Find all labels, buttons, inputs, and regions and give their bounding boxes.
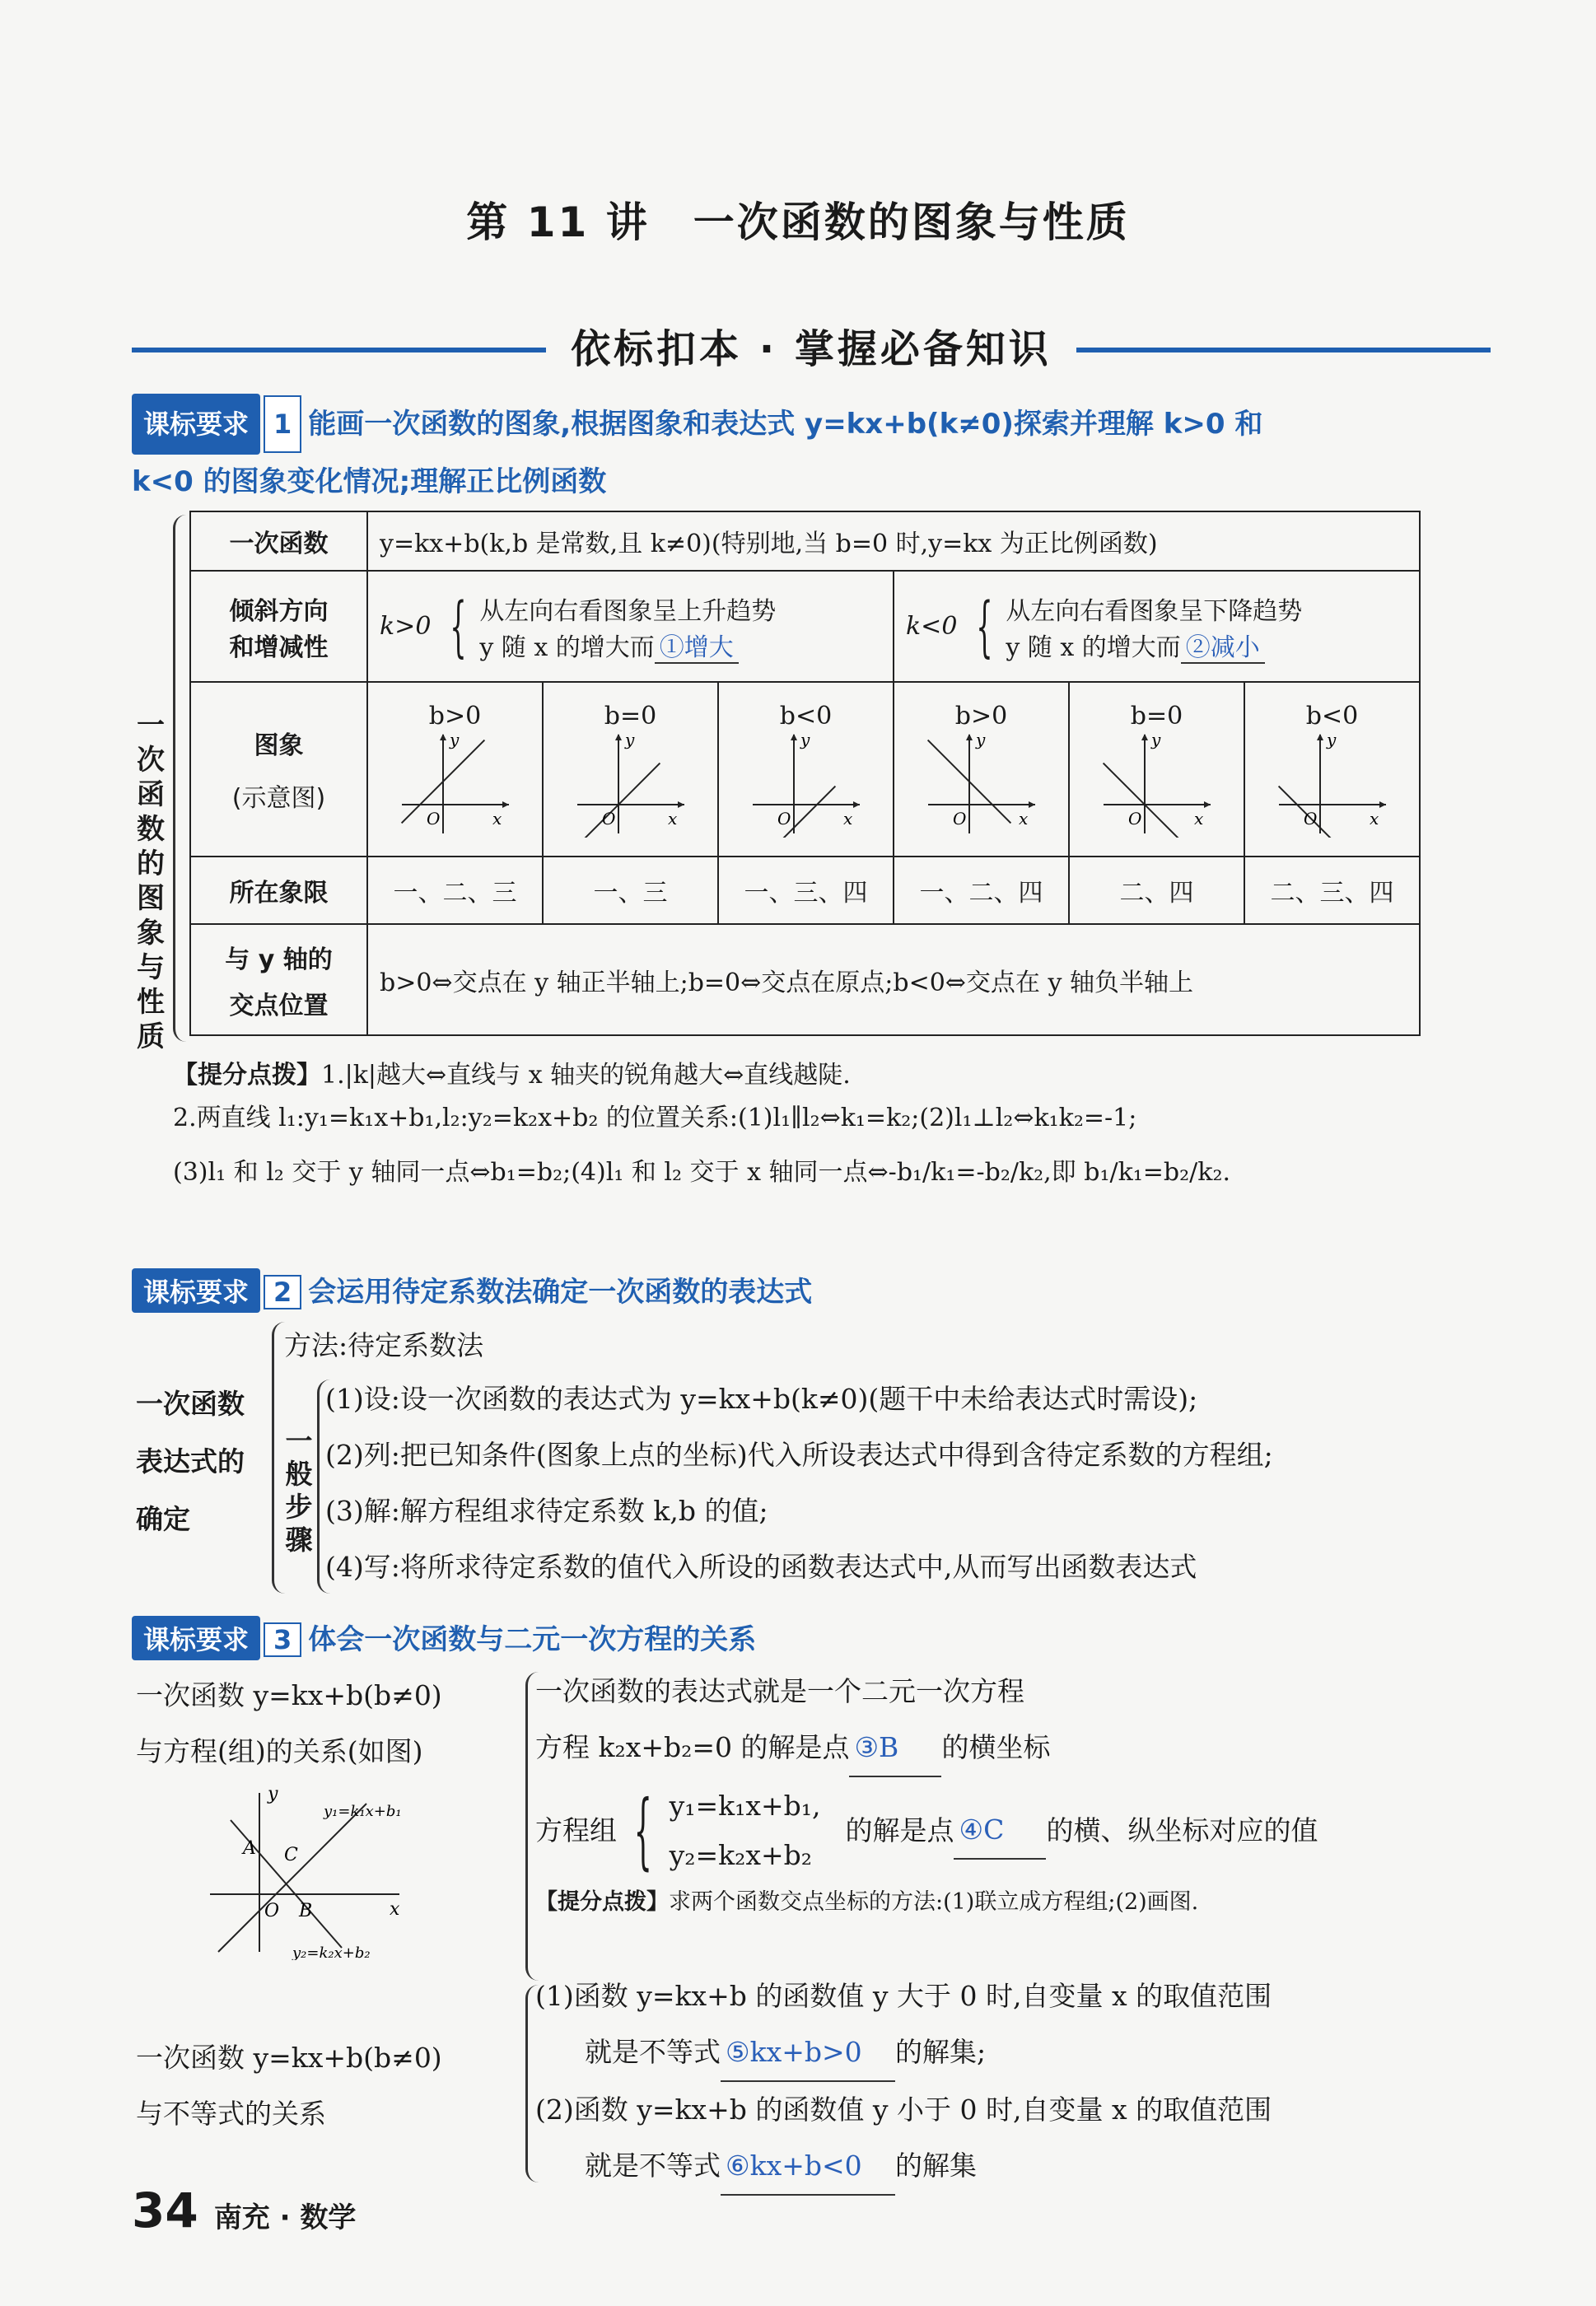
increasing-line1: 从左向右看图象呈上升趋势 <box>479 596 777 626</box>
page-number: 34 <box>132 2182 198 2238</box>
tips-block-1 <box>173 1054 1458 1194</box>
line-graph <box>1271 731 1394 838</box>
row-head: 一次函数 <box>190 511 367 571</box>
sec4-label <box>136 2030 531 2142</box>
sec2-label-line: 表达式的 <box>136 1445 245 1477</box>
brace-glyph: { <box>633 1782 652 1879</box>
req-tag: 课标要求 <box>132 1616 260 1660</box>
axis-label-y: y <box>975 730 985 749</box>
quadrant-cell: 一、三、四 <box>718 857 894 924</box>
footer-text: 南充 · 数学 <box>213 2201 357 2234</box>
sec4-line: (1)函数 y=kx+b 的函数值 y 大于 0 时,自变量 x 的取值范围 <box>535 1980 1272 2012</box>
x-axis-arrow <box>1204 801 1211 808</box>
condition-k-negative: k<0 <box>906 612 958 641</box>
fig-origin: O <box>264 1901 280 1921</box>
axis-label-y: y <box>1326 730 1336 749</box>
step-item: (3)解:解方程组求待定系数 k,b 的值; <box>325 1495 768 1527</box>
answer-1: ①增大 <box>655 633 739 664</box>
decreasing-line1: 从左向右看图象呈下降趋势 <box>1006 596 1303 626</box>
axis-label-x: x <box>1369 808 1379 829</box>
table-row <box>190 571 1420 682</box>
sec2-label <box>136 1375 276 1548</box>
decreasing-cell <box>894 571 1420 682</box>
req-text: 会运用待定系数法确定一次函数的表达式 <box>308 1276 813 1309</box>
row-head: 所在象限 <box>190 857 367 924</box>
x-axis-arrow <box>1379 801 1386 808</box>
fig-point-A: A <box>243 1838 256 1859</box>
row-head: 交点位置 <box>229 991 329 1020</box>
answer-3: ③B <box>849 1720 941 1777</box>
table-row <box>190 857 1420 924</box>
fig-label-y: y <box>268 1784 278 1804</box>
quadrant-cell: 二、四 <box>1069 857 1244 924</box>
axis-label-y: y <box>449 730 459 749</box>
tip-line: 求两个函数交点坐标的方法:(1)联立成方程组;(2)画图. <box>669 1889 1199 1915</box>
line-graph <box>394 731 517 838</box>
axis-label-x: x <box>1193 808 1203 829</box>
req-text-line2: k<0 的图象变化情况;理解正比例函数 <box>132 465 607 498</box>
sec2-label-line: 一次函数 <box>136 1388 245 1420</box>
line-graph <box>1095 731 1219 838</box>
row-head: 和增减性 <box>229 633 329 662</box>
sec3-line: 方程 k₂x+b₂=0 的解是点 <box>535 1731 850 1763</box>
side-label: 一次函数的图象与性质 <box>137 709 165 1053</box>
x-axis-arrow <box>678 801 684 808</box>
graph-cell <box>894 682 1069 857</box>
intersection-figure <box>202 1783 408 1960</box>
line-y1 <box>218 1804 366 1952</box>
tips-label: 【提分点拨】 <box>173 1061 321 1090</box>
x-axis-arrow <box>502 801 509 808</box>
steps-list <box>325 1371 1478 1595</box>
fig-label-x: x <box>390 1899 400 1920</box>
sec4-line: 就是不等式 <box>585 2150 721 2182</box>
sec2-label-line: 确定 <box>136 1503 190 1535</box>
axis-label-y: y <box>624 730 634 749</box>
axis-label-x: x <box>667 808 677 829</box>
row-head: 与 y 轴的 <box>225 945 333 974</box>
sec4-line: 的解集; <box>895 2036 987 2068</box>
graph-label: b>0 <box>428 701 482 731</box>
req-text-line1: 能画一次函数的图象,根据图象和表达式 y=kx+b(k≠0)探索并理解 k>0 和 <box>308 408 1263 441</box>
steps-label: 一般步骤 <box>285 1425 313 1556</box>
sec3-label-line: 与方程(组)的关系(如图) <box>136 1735 423 1767</box>
decreasing-line2: y 随 x 的增大而 <box>1006 633 1181 662</box>
brace-glyph: { <box>450 587 468 665</box>
quadrant-cell: 一、二、四 <box>894 857 1069 924</box>
line-graph <box>744 731 868 838</box>
row-body: y=kx+b(k,b 是常数,且 k≠0)(特别地,当 b=0 时,y=kx 为正比例函数) <box>367 511 1420 571</box>
axis-label-x: x <box>1018 808 1028 829</box>
graph-label: b<0 <box>1305 701 1359 731</box>
graph-label: b=0 <box>1130 701 1183 731</box>
req-number: 2 <box>264 1275 301 1309</box>
sec3-line: 一次函数的表达式就是一个二元一次方程 <box>535 1675 1024 1707</box>
properties-table <box>189 511 1421 1036</box>
axis-label-origin: O <box>777 808 791 829</box>
graph-cell <box>543 682 718 857</box>
axis-label-origin: O <box>1127 808 1141 829</box>
tips-label: 【提分点拨】 <box>535 1889 669 1915</box>
quadrant-cell: 一、二、三 <box>367 857 543 924</box>
footer <box>132 2182 356 2238</box>
quadrant-cell: 一、三 <box>543 857 718 924</box>
sec4-line: (2)函数 y=kx+b 的函数值 y 小于 0 时,自变量 x 的取值范围 <box>535 2094 1272 2126</box>
fig-label-line1: y₁=k₁x+b₁ <box>324 1803 402 1820</box>
quadrant-cell: 二、三、四 <box>1244 857 1420 924</box>
requirement-2 <box>132 1268 812 1313</box>
requirement-1 <box>132 394 1491 509</box>
system-eq1: y₁=k₁x+b₁, <box>669 1790 821 1822</box>
fig-point-B: B <box>299 1901 313 1921</box>
fig-label-line2: y₂=k₂x+b₂ <box>292 1944 371 1960</box>
axis-label-origin: O <box>426 808 440 829</box>
system-eq2: y₂=k₂x+b₂ <box>669 1839 812 1871</box>
req-number: 1 <box>264 395 301 453</box>
graph-label: b<0 <box>779 701 833 731</box>
sec3-line: 的解是点 <box>845 1814 954 1846</box>
requirement-3 <box>132 1616 756 1660</box>
sec4-line: 的解集 <box>895 2150 977 2182</box>
row-head: (示意图) <box>231 784 326 813</box>
increasing-line2: y 随 x 的增大而 <box>479 633 655 662</box>
axis-label-x: x <box>842 808 852 829</box>
table-row <box>190 924 1420 1035</box>
graph-label: b>0 <box>954 701 1008 731</box>
y-axis-arrow <box>1141 734 1148 740</box>
axis-label-x: x <box>492 808 502 829</box>
page-title: 第 11 讲 一次函数的图象与性质 <box>466 198 1130 246</box>
fig-point-C: C <box>284 1845 298 1865</box>
axis-label-y: y <box>1150 730 1160 749</box>
req-number: 3 <box>264 1622 301 1657</box>
graph-cell <box>1069 682 1244 857</box>
sec2-method: 方法:待定系数法 <box>284 1329 484 1361</box>
sec3-label-line: 一次函数 y=kx+b(b≠0) <box>136 1679 442 1711</box>
line-graph <box>569 731 693 838</box>
sec3-body <box>535 1664 1482 1921</box>
req-tag: 课标要求 <box>132 1268 260 1313</box>
tip-line: 2.两直线 l₁:y₁=k₁x+b₁,l₂:y₂=k₂x+b₂ 的位置关系:(1)l₁∥l₂⇔k₁=k₂;(2)l₁⊥l₂⇔k₁k₂=-1; <box>173 1104 1137 1132</box>
y-axis-arrow <box>615 734 622 740</box>
sec3-line: 的横坐标 <box>941 1731 1051 1763</box>
section-banner <box>132 317 1491 375</box>
x-axis-arrow <box>853 801 860 808</box>
tip-line: (3)l₁ 和 l₂ 交于 y 轴同一点⇔b₁=b₂;(4)l₁ 和 l₂ 交于 x 轴同一点⇔-b₁/k₁=-b₂/k₂,即 b₁/k₁=b₂/k₂. <box>173 1158 1231 1187</box>
y-axis-arrow <box>440 734 446 740</box>
req-text: 体会一次函数与二元一次方程的关系 <box>308 1623 757 1656</box>
tip-line: 1.|k|越大⇔直线与 x 轴夹的锐角越大⇔直线越陡. <box>321 1061 851 1090</box>
answer-2: ②减小 <box>1181 633 1265 664</box>
sec3-line: 的横、纵坐标对应的值 <box>1046 1814 1318 1846</box>
table-row <box>190 682 1420 857</box>
line-graph <box>920 731 1043 838</box>
step-item: (2)列:把已知条件(图象上点的坐标)代入所设表达式中得到含待定系数的方程组; <box>325 1439 1273 1471</box>
banner-text: 依标扣本 · 掌握必备知识 <box>546 326 1076 372</box>
answer-5: ⑤kx+b>0 <box>721 2024 895 2082</box>
condition-k-positive: k>0 <box>380 612 432 641</box>
axis-label-origin: O <box>601 808 615 829</box>
row-body: b>0⇔交点在 y 轴正半轴上;b=0⇔交点在原点;b<0⇔交点在 y 轴负半轴上 <box>367 924 1420 1035</box>
y-axis-arrow <box>1317 734 1323 740</box>
y-axis-arrow <box>966 734 973 740</box>
axis-label-origin: O <box>1303 808 1317 829</box>
system-label: 方程组 <box>535 1814 617 1846</box>
axis-label-y: y <box>800 730 810 749</box>
table-row <box>190 511 1420 571</box>
sec4-label-line: 一次函数 y=kx+b(b≠0) <box>136 2042 442 2074</box>
answer-4: ④C <box>954 1802 1046 1860</box>
row-head: 倾斜方向 <box>229 596 329 626</box>
axis-label-origin: O <box>952 808 966 829</box>
sec4-body <box>535 1968 1482 2196</box>
step-item: (1)设:设一次函数的表达式为 y=kx+b(k≠0)(题干中未给表达式时需设); <box>325 1383 1198 1415</box>
graph-cell <box>1244 682 1420 857</box>
increasing-cell <box>367 571 894 682</box>
graph-label: b=0 <box>604 701 657 731</box>
brace-glyph: { <box>976 587 994 665</box>
answer-6: ⑥kx+b<0 <box>721 2138 895 2196</box>
sec4-label-line: 与不等式的关系 <box>136 2098 326 2130</box>
graph-cell <box>718 682 894 857</box>
y-axis-arrow <box>791 734 797 740</box>
sec3-label <box>136 1668 531 1780</box>
graph-cell <box>367 682 543 857</box>
x-axis-arrow <box>1029 801 1035 808</box>
sec4-line: 就是不等式 <box>585 2036 721 2068</box>
req-tag: 课标要求 <box>132 394 260 455</box>
row-head: 图象 <box>254 731 304 760</box>
step-item: (4)写:将所求待定系数的值代入所设的函数表达式中,从而写出函数表达式 <box>325 1551 1197 1583</box>
